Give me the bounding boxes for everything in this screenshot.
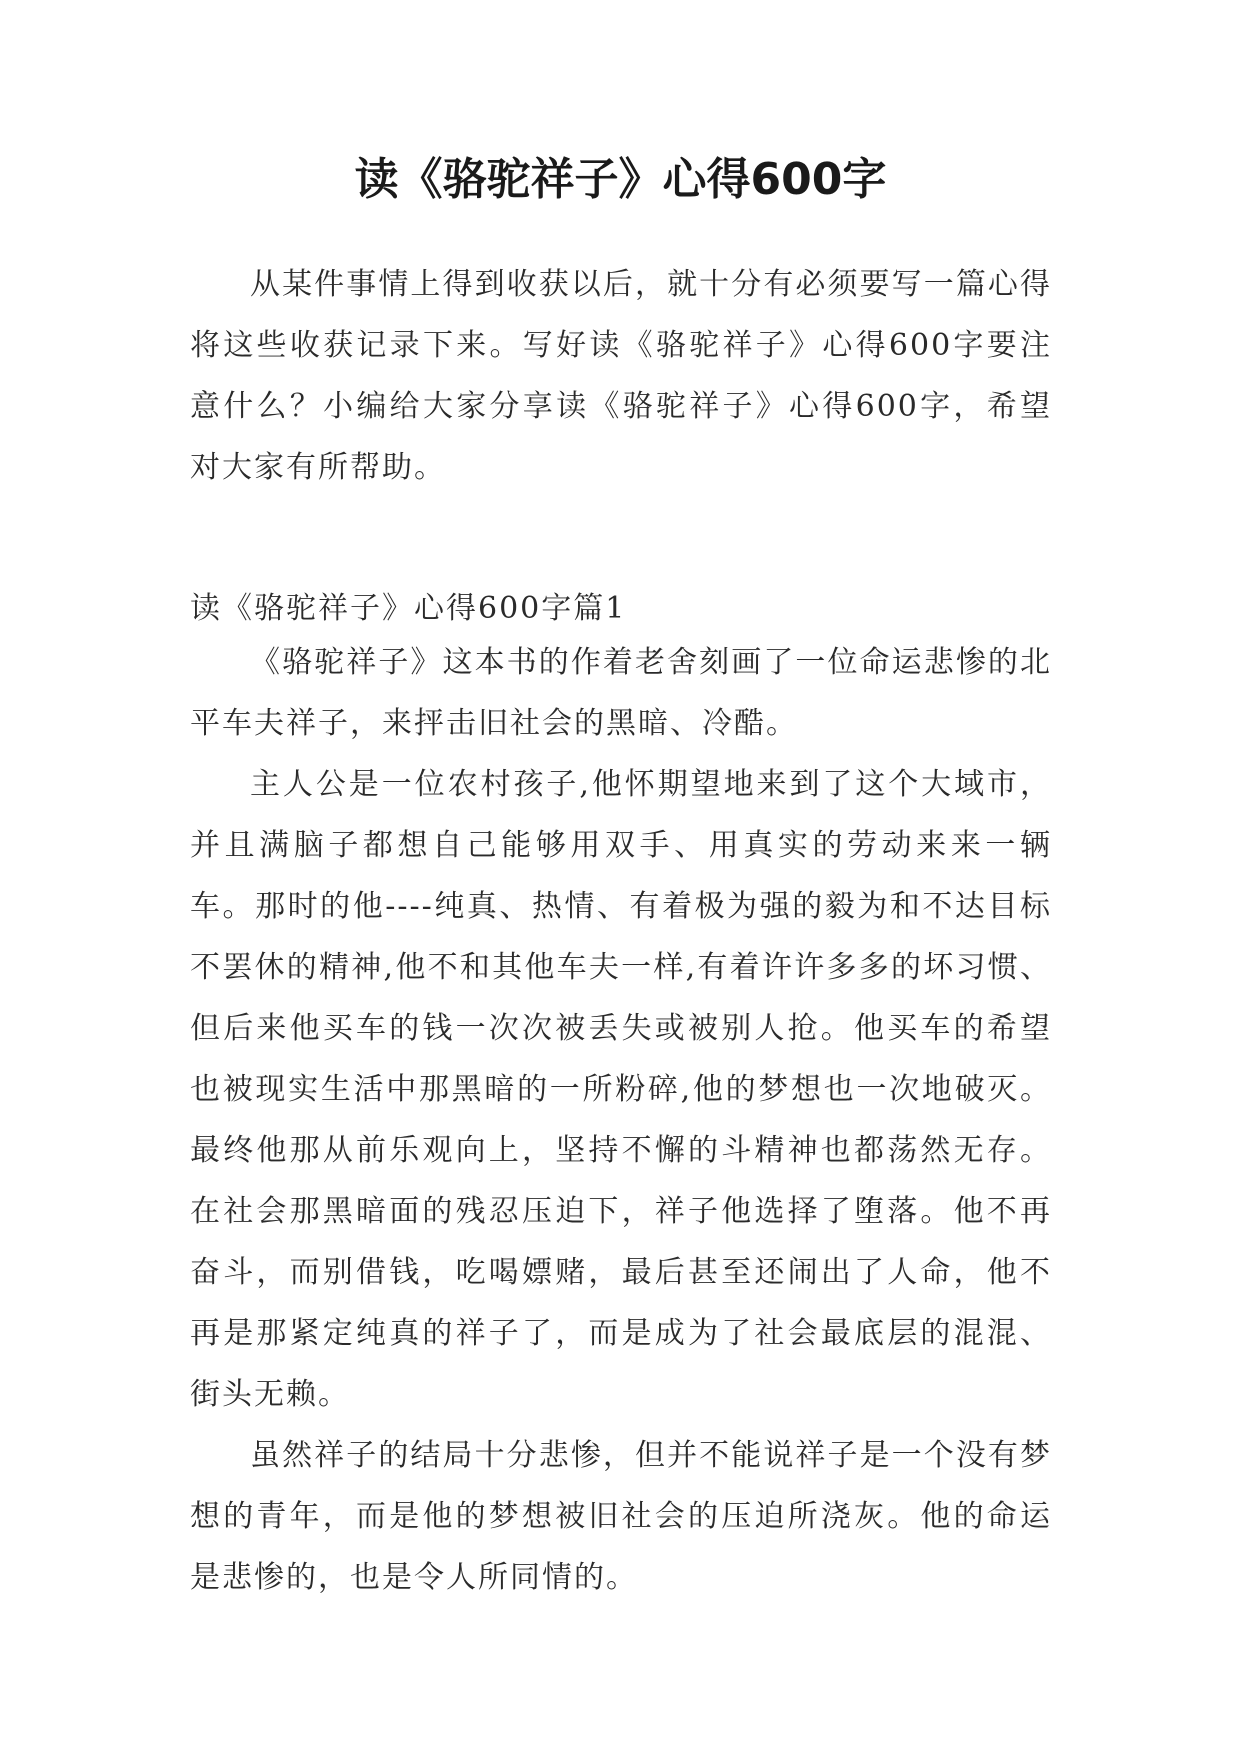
article-body — [190, 632, 1052, 1608]
document-title: 读《骆驼祥子》心得600字 — [354, 154, 887, 205]
intro-section — [190, 254, 1052, 498]
section-heading: 读《骆驼祥子》心得600字篇1 — [190, 591, 627, 626]
article-paragraph-3: 虽然祥子的结局十分悲惨，但并不能说祥子是一个没有梦想的青年，而是他的梦想被旧社会的压迫所浇灰。他的命运是悲惨的，也是令人所同情的。 — [190, 1438, 1052, 1595]
intro-paragraph: 从某件事情上得到收获以后，就十分有必须要写一篇心得将这些收获记录下来。写好读《骆驼祥子》心得600字要注意什么？小编给大家分享读《骆驼祥子》心得600字，希望对大家有所帮助。 — [190, 267, 1052, 485]
article-paragraph-2: 主人公是一位农村孩子,他怀期望地来到了这个大域市，并且满脑子都想自己能够用双手、用真实的劳动来来一辆车。那时的他----纯真、热情、有着极为强的毅为和不达目标不罢休的精神,他不和其他车夫一样,有着许许多多的坏习惯、但后来他买车的钱一次次被丢失或被别人抢。他买车的希望也被现实生活中那黑暗的一所粉碎,他的梦想也一次地破灭。最终他那从前乐观向上，坚持不懈的斗精神也都荡然无存。在社会那黑暗面的残忍压迫下，祥子他选择了堕落。他不再奋斗，而别借钱，吃喝嫖赌，最后甚至还闹出了人命，他不再是那紧定纯真的祥子了，而是成为了社会最底层的混混、街头无赖。 — [190, 767, 1052, 1412]
article-paragraph-1: 《骆驼祥子》这本书的作着老舍刻画了一位命运悲惨的北平车夫祥子，来抨击旧社会的黑暗、冷酷。 — [190, 645, 1052, 741]
